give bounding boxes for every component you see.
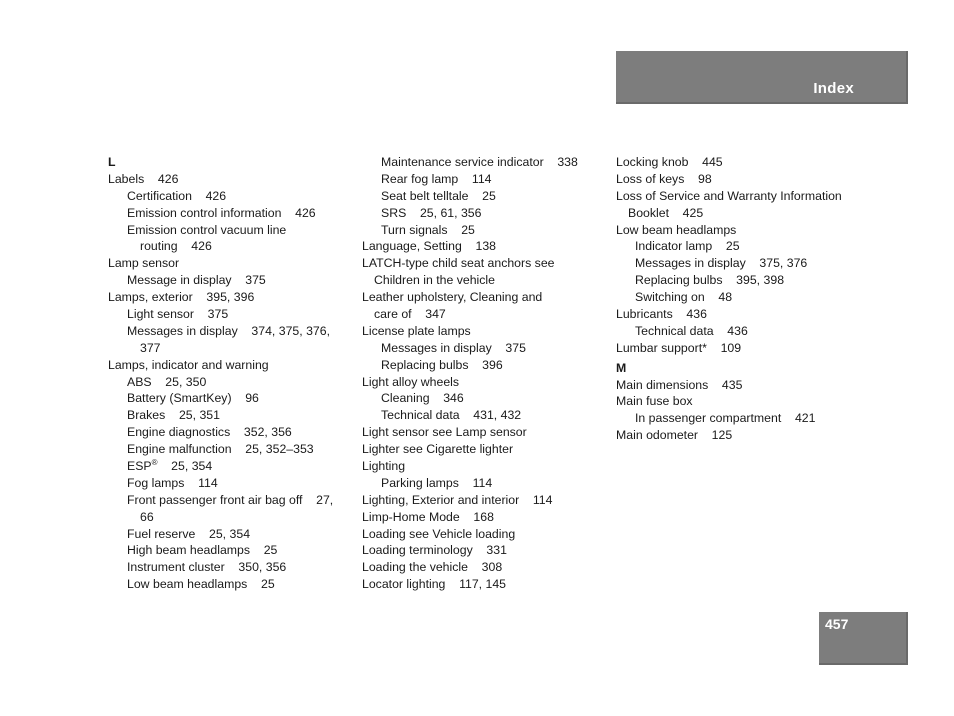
index-entry-text: Lumbar support* 109 xyxy=(616,340,742,355)
index-entry xyxy=(108,559,333,576)
index-entry-text: Main fuse box xyxy=(616,394,693,409)
index-entry xyxy=(616,255,842,272)
index-entry xyxy=(108,509,333,526)
index-entry xyxy=(108,188,333,205)
index-entry-text: Engine diagnostics 352, 356 xyxy=(127,425,292,440)
index-entry xyxy=(362,357,578,374)
index-entry xyxy=(108,323,333,340)
index-entry-text: Light sensor 375 xyxy=(127,307,229,322)
index-entry-text: Switching on 48 xyxy=(635,290,733,305)
index-entry-text: Language, Setting 138 xyxy=(362,239,497,254)
index-entry xyxy=(108,238,333,255)
index-entry-text: Booklet 425 xyxy=(628,205,704,220)
index-letter-heading xyxy=(616,360,842,377)
index-entry-text: 377 xyxy=(140,340,161,355)
index-entry-text: L xyxy=(108,155,116,169)
index-entry-text: Indicator lamp 25 xyxy=(635,239,740,254)
index-entry-text: Messages in display 375 xyxy=(381,340,526,355)
index-entry xyxy=(616,377,842,394)
index-entry-text: Leather upholstery, Cleaning and xyxy=(362,290,543,305)
index-entry-text: 66 xyxy=(140,509,154,524)
index-entry-text: Emission control vacuum line xyxy=(127,222,287,237)
index-entry-text: High beam headlamps 25 xyxy=(127,543,278,558)
index-entry-text: Lighter see Cigarette lighter xyxy=(362,442,514,457)
index-entry-text: Loss of Service and Warranty Information xyxy=(616,188,842,203)
index-entry xyxy=(108,374,333,391)
index-entry-pages: 25, 354 xyxy=(157,459,213,474)
index-entry-text: Loading terminology 331 xyxy=(362,543,507,558)
index-entry xyxy=(616,410,842,427)
index-entry xyxy=(362,255,578,272)
index-entry xyxy=(108,407,333,424)
index-entry-text: LATCH-type child seat anchors see xyxy=(362,256,555,271)
index-entry-text: Loss of keys 98 xyxy=(616,171,712,186)
index-entry-text: Children in the vehicle xyxy=(374,273,495,288)
index-entry xyxy=(362,407,578,424)
index-entry-text: Labels 426 xyxy=(108,171,179,186)
index-entry-text: Cleaning 346 xyxy=(381,391,464,406)
index-entry-text: Lighting, Exterior and interior 114 xyxy=(362,492,553,507)
index-entry xyxy=(616,393,842,410)
index-entry xyxy=(362,441,578,458)
index-entry xyxy=(616,205,842,222)
page-number: 457 xyxy=(825,616,849,632)
index-entry-text: Lamp sensor xyxy=(108,256,180,271)
index-entry-text: Limp-Home Mode 168 xyxy=(362,509,494,524)
index-entry xyxy=(616,323,842,340)
index-entry-text: Seat belt telltale 25 xyxy=(381,188,496,203)
index-entry xyxy=(362,340,578,357)
index-entry xyxy=(362,542,578,559)
index-entry-text: Main odometer 125 xyxy=(616,428,733,443)
index-entry xyxy=(108,526,333,543)
index-entry-text: Brakes 25, 351 xyxy=(127,408,220,423)
index-entry-text: Parking lamps 114 xyxy=(381,475,493,490)
index-entry xyxy=(108,272,333,289)
index-entry-text: Replacing bulbs 395, 398 xyxy=(635,273,785,288)
index-entry xyxy=(362,374,578,391)
index-entry-text: License plate lamps xyxy=(362,323,471,338)
index-entry xyxy=(616,238,842,255)
index-entry xyxy=(362,323,578,340)
index-entry xyxy=(108,340,333,357)
index-entry xyxy=(108,357,333,374)
index-entry-text: Loading the vehicle 308 xyxy=(362,560,503,575)
index-entry-text: ESP xyxy=(127,459,152,474)
index-entry xyxy=(362,475,578,492)
index-entry-text: Light alloy wheels xyxy=(362,374,460,389)
index-entry-text: SRS 25, 61, 356 xyxy=(381,205,482,220)
index-entry xyxy=(108,306,333,323)
index-entry xyxy=(616,188,842,205)
index-letter-heading xyxy=(108,154,333,171)
index-entry-text: Technical data 431, 432 xyxy=(381,408,522,423)
index-entry xyxy=(108,289,333,306)
index-entry-text: Lighting xyxy=(362,459,406,474)
index-column-3 xyxy=(616,154,842,444)
index-entry xyxy=(362,272,578,289)
index-entry xyxy=(108,475,333,492)
index-entry-text: Front passenger front air bag off 27, xyxy=(127,492,334,507)
index-entry xyxy=(108,458,333,475)
index-entry xyxy=(616,171,842,188)
index-entry-text: ABS 25, 350 xyxy=(127,374,207,389)
index-entry xyxy=(362,559,578,576)
index-entry xyxy=(616,272,842,289)
index-entry-text: Lamps, exterior 395, 396 xyxy=(108,290,255,305)
index-entry xyxy=(616,154,842,171)
index-column-2 xyxy=(362,154,578,593)
index-entry-text: Main dimensions 435 xyxy=(616,377,743,392)
index-entry-text: Light sensor see Lamp sensor xyxy=(362,425,527,440)
index-entry-text: Emission control information 426 xyxy=(127,205,316,220)
page-number-box xyxy=(819,612,908,665)
index-entry xyxy=(108,390,333,407)
index-entry-text: Lubricants 436 xyxy=(616,307,707,322)
index-entry xyxy=(362,458,578,475)
index-entry-text: Rear fog lamp 114 xyxy=(381,171,492,186)
index-entry xyxy=(616,427,842,444)
index-entry-text: Technical data 436 xyxy=(635,323,748,338)
index-entry xyxy=(362,306,578,323)
index-entry xyxy=(108,441,333,458)
index-entry xyxy=(362,509,578,526)
index-entry xyxy=(108,255,333,272)
index-entry xyxy=(108,576,333,593)
index-entry xyxy=(616,340,842,357)
index-entry-text: Engine malfunction 25, 352–353 xyxy=(127,442,314,457)
index-entry-text: care of 347 xyxy=(374,307,446,322)
index-entry-text: Low beam headlamps xyxy=(616,222,737,237)
index-entry xyxy=(362,526,578,543)
index-entry-text: Message in display 375 xyxy=(127,273,266,288)
index-entry xyxy=(108,424,333,441)
index-entry xyxy=(362,238,578,255)
index-entry-text: In passenger compartment 421 xyxy=(635,411,816,426)
index-entry-text: Certification 426 xyxy=(127,188,227,203)
index-entry-text: Battery (SmartKey) 96 xyxy=(127,391,259,406)
index-entry xyxy=(362,205,578,222)
index-entry-text: Loading see Vehicle loading xyxy=(362,526,516,541)
index-entry xyxy=(108,222,333,239)
index-entry xyxy=(108,492,333,509)
index-entry-text: Fog lamps 114 xyxy=(127,475,218,490)
index-entry xyxy=(362,171,578,188)
index-entry xyxy=(362,188,578,205)
index-entry-text: Messages in display 374, 375, 376, xyxy=(127,323,331,338)
section-tab xyxy=(616,51,908,104)
index-entry xyxy=(362,390,578,407)
index-entry-text: M xyxy=(616,360,627,375)
index-entry-text: Instrument cluster 350, 356 xyxy=(127,560,287,575)
index-entry-text: routing 426 xyxy=(140,239,212,254)
index-entry-text: Lamps, indicator and warning xyxy=(108,357,269,372)
index-entry xyxy=(362,424,578,441)
index-entry xyxy=(108,542,333,559)
index-entry-text: Locator lighting 117, 145 xyxy=(362,577,507,592)
index-entry-text: Locking knob 445 xyxy=(616,155,723,169)
registered-mark: ® xyxy=(151,457,158,467)
index-entry-text: Low beam headlamps 25 xyxy=(127,577,275,592)
index-entry xyxy=(108,205,333,222)
index-entry-text: Fuel reserve 25, 354 xyxy=(127,526,251,541)
index-entry xyxy=(362,222,578,239)
index-entry xyxy=(362,289,578,306)
index-entry-text: Replacing bulbs 396 xyxy=(381,357,503,372)
section-title: Index xyxy=(813,80,854,97)
index-entry xyxy=(616,306,842,323)
index-entry xyxy=(108,171,333,188)
index-entry xyxy=(616,289,842,306)
index-entry-text: Maintenance service indicator 338 xyxy=(381,155,578,169)
index-entry-text: Messages in display 375, 376 xyxy=(635,256,808,271)
index-entry xyxy=(362,492,578,509)
index-column-1 xyxy=(108,154,333,593)
index-entry-text: Turn signals 25 xyxy=(381,222,475,237)
index-entry xyxy=(362,154,578,171)
index-entry xyxy=(616,222,842,239)
index-entry xyxy=(362,576,578,593)
